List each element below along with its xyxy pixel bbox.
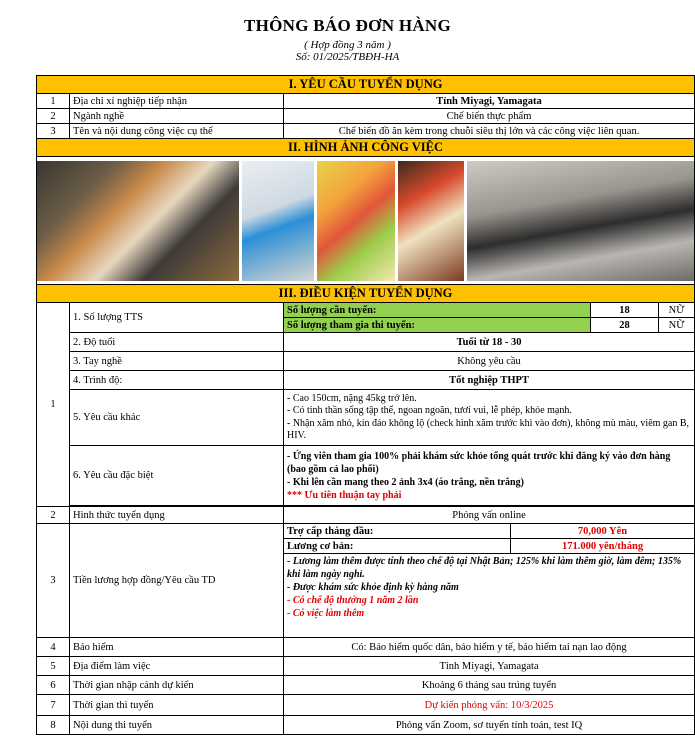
row-label: 1. Số lượng TTS [70, 303, 284, 333]
section-header-1 [37, 76, 695, 94]
row-number: 3 [37, 524, 70, 638]
row-number: 2 [37, 109, 70, 124]
section-header-2 [37, 139, 695, 157]
row-label: Ngành nghề [70, 109, 284, 124]
row-number: 1 [37, 94, 70, 109]
need-label: Số lượng cần tuyển: [284, 303, 591, 318]
row-label: Tên và nội dung công việc cụ thể [70, 124, 284, 139]
row-label: 6. Yêu cầu đặc biệt [70, 446, 284, 506]
worker-photo [242, 161, 314, 281]
table-row [37, 352, 695, 371]
special-line: - Khi lên cần mang theo 2 ảnh 3x4 (áo trắng, nền trắng) [287, 476, 524, 488]
row-value: Tỉnh Miyagi, Yamagata [284, 657, 695, 676]
row-label: Bảo hiểm [70, 638, 284, 657]
allowance-label: Trợ cấp tháng đầu: [284, 524, 511, 539]
row-value: Tuổi từ 18 - 30 [284, 333, 695, 352]
list-item: - Nhận xăm nhỏ, kín đáo không lộ (check hình xăm trước khi vào đơn), không mù màu, viêm gan B, HIV. [287, 417, 690, 441]
base-salary-value: 171.000 yên/tháng [511, 539, 695, 554]
table-row [37, 124, 695, 139]
bento-boxes-photo [37, 161, 239, 281]
row-number: 2 [37, 507, 70, 524]
table-row [37, 524, 695, 539]
table-row [37, 446, 695, 506]
row-value: Có: Bảo hiểm quốc dân, bảo hiểm y tế, bảo hiểm tai nạn lao động [284, 638, 695, 657]
row-label: Thời gian thi tuyển [70, 695, 284, 716]
contract-term: ( Hợp đồng 3 năm ) [304, 39, 391, 51]
list-item: - Có tinh thần sống tập thể, ngoan ngoãn, tươi vui, lễ phép, khỏe mạnh. [287, 405, 572, 416]
row-value: Tỉnh Miyagi, Yamagata [284, 94, 695, 109]
table-row [37, 371, 695, 390]
row-label: Hình thức tuyển dụng [70, 507, 284, 524]
row-label: Thời gian nhập cảnh dự kiến [70, 676, 284, 695]
row-label: Địa chỉ xí nghiệp tiếp nhận [70, 94, 284, 109]
table-row [37, 695, 695, 716]
table-row [37, 109, 695, 124]
row-value [284, 446, 695, 506]
row-value: Chế biến đồ ăn kèm trong chuỗi siêu thị lớn và các công việc liên quan. [284, 124, 695, 139]
bento-meal-photo [398, 161, 464, 281]
salary-note: - Lương làm thêm được tính theo chế độ tại Nhật Bản; 125% khi làm thêm giờ, làm đêm; 135% khi làm ngày nghỉ. [287, 556, 682, 580]
exam-label: Số lượng tham gia thi tuyển: [284, 318, 591, 333]
salary-note: - Được khám sức khỏe định kỳ hàng năm [287, 582, 459, 593]
section-title: I. YÊU CẦU TUYỂN DỤNG [37, 76, 695, 94]
allowance-value: 70,000 Yên [511, 524, 695, 539]
special-line: - Ứng viên tham gia 100% phải khám sức khỏe tổng quát trước khi đăng ký vào đơn hàng (bao gồm cả lao phổi) [287, 450, 671, 475]
base-salary-label: Lương cơ bản: [284, 539, 511, 554]
row-number: 3 [37, 124, 70, 139]
row-label: 3. Tay nghề [70, 352, 284, 371]
row-number: 5 [37, 657, 70, 676]
table-row [37, 333, 695, 352]
document-number: Số: 01/2025/TBĐH-HA [295, 51, 400, 63]
list-item: - Cao 150cm, nặng 45kg trở lên. [287, 392, 417, 404]
order-table [36, 75, 695, 735]
table-row [37, 390, 695, 446]
fruit-tray-photo [317, 161, 395, 281]
row-label: 4. Trình độ: [70, 371, 284, 390]
special-line: *** Ưu tiên thuận tay phải [287, 489, 402, 501]
row-label: Địa điểm làm việc [70, 657, 284, 676]
row-value: Dự kiến phỏng vấn: 10/3/2025 [284, 695, 695, 716]
table-row [37, 303, 695, 318]
table-row [37, 657, 695, 676]
row-value: Khoảng 6 tháng sau trúng tuyển [284, 676, 695, 695]
row-value: Chế biến thực phẩm [284, 109, 695, 124]
row-value: Tốt nghiệp THPT [284, 371, 695, 390]
section-header-3 [37, 285, 695, 303]
row-number: 4 [37, 638, 70, 657]
row-number: 7 [37, 695, 70, 716]
row-value: Phỏng vấn Zoom, sơ tuyển tính toán, test IQ [284, 716, 695, 735]
row-value: Không yêu cầu [284, 352, 695, 371]
need-value: 18 [591, 303, 659, 318]
salary-note: - Có việc làm thêm [287, 608, 365, 619]
exam-gender: NỮ [659, 318, 695, 333]
exam-value: 28 [591, 318, 659, 333]
row-label: Nội dung thi tuyển [70, 716, 284, 735]
row-label: 2. Độ tuổi [70, 333, 284, 352]
photo-row [37, 157, 695, 285]
row-label: Tiền lương hợp đồng/Yêu cầu TD [70, 524, 284, 638]
row-number: 6 [37, 676, 70, 695]
salary-note: - Có chế độ thưởng 1 năm 2 lần [287, 595, 419, 606]
row-number: 1 [37, 303, 70, 507]
table-row [37, 716, 695, 735]
work-photos [37, 159, 694, 283]
section-title: II. HÌNH ẢNH CÔNG VIỆC [37, 139, 695, 157]
table-row [37, 676, 695, 695]
salary-notes [284, 554, 695, 638]
document-title: THÔNG BÁO ĐƠN HÀNG [243, 16, 452, 35]
table-row [37, 507, 695, 524]
table-row [37, 94, 695, 109]
row-value [284, 390, 695, 446]
need-gender: NỮ [659, 303, 695, 318]
table-row [37, 638, 695, 657]
row-label: 5. Yêu cầu khác [70, 390, 284, 446]
row-value: Phỏng vấn online [284, 507, 695, 524]
section-title: III. ĐIỀU KIỆN TUYỂN DỤNG [37, 285, 695, 303]
row-number: 8 [37, 716, 70, 735]
sushi-rolling-photo [467, 161, 694, 281]
